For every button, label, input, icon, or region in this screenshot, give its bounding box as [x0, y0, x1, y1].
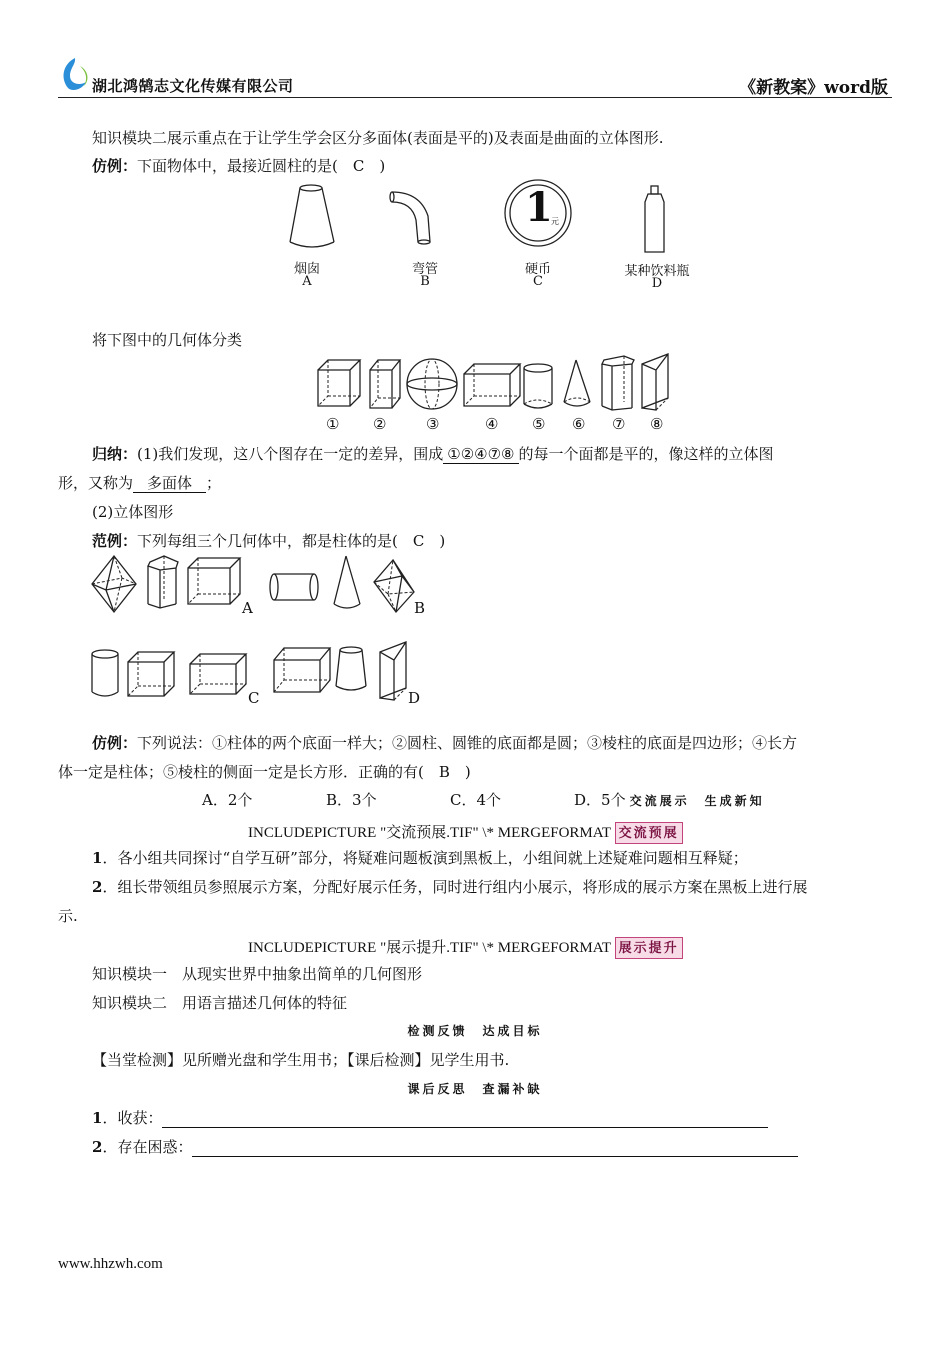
- summary-text-b: 的每一个面都是平的，像这样的立体图: [518, 445, 774, 463]
- summary-text-a: (1)我们发现，这八个图存在一定的差异，围成: [137, 445, 444, 463]
- summary-label: 归纳：: [92, 445, 138, 463]
- exchange-field: [248, 822, 683, 844]
- display-module2: 知识模块二 用语言描述几何体的特征: [92, 994, 348, 1012]
- solids-row: [312, 350, 672, 416]
- example3-line2: 体一定是柱体；⑤棱柱的侧面一定是长方形．正确的有( B ): [58, 763, 471, 781]
- group-label-a: A: [242, 599, 253, 617]
- solid-number-3: ③: [426, 415, 440, 433]
- bottle-figure: [640, 184, 670, 256]
- exchange-item2: [92, 877, 807, 897]
- reflect-item1-num: 1: [92, 1109, 103, 1127]
- solid-number-1: ①: [326, 415, 340, 433]
- classify-prompt: 将下图中的几何体分类: [92, 331, 243, 349]
- reflect-item1: [92, 1108, 768, 1128]
- example1-question: 下面物体中，最接近圆柱的是( C ): [137, 157, 386, 175]
- example3-option-d-text: D．5个: [574, 791, 626, 809]
- bent-pipe-figure: [388, 186, 448, 248]
- reflect-gains-blank: [162, 1113, 768, 1128]
- example2-label: 范例：: [92, 532, 138, 550]
- exchange-item2-num: 2: [92, 878, 103, 896]
- section-title-exchange: 交流展示 生成新知: [629, 794, 765, 808]
- solid-number-8: ⑧: [650, 415, 664, 433]
- footer-url[interactable]: www.hhzwh.com: [58, 1256, 163, 1272]
- company-logo-icon: [58, 56, 92, 92]
- section-title-check: 检测反馈 达成目标: [407, 1024, 543, 1038]
- solid-number-6: ⑥: [572, 415, 586, 433]
- reflect-item2-num: 2: [92, 1138, 103, 1156]
- display-stamp: 展示提升: [615, 937, 683, 959]
- example3-option-b: B．3个: [326, 791, 377, 809]
- summary-part2: (2)立体图形: [92, 503, 174, 521]
- solid-number-4: ④: [485, 415, 499, 433]
- coin-unit: 元: [551, 217, 559, 226]
- exchange-item2-text: ．组长带领组员参照展示方案，分配好展示任务，同时进行组内小展示，将形成的展示方案在黑板上进行展: [102, 878, 808, 896]
- chimney-figure: [282, 180, 342, 250]
- reflect-item2-text: ．存在困惑：: [102, 1138, 193, 1156]
- group-label-c: C: [248, 689, 260, 707]
- exchange-item1: [92, 848, 748, 868]
- display-field-code: INCLUDEPICTURE "展示提升.TIF" \* MERGEFORMAT: [248, 940, 611, 956]
- exchange-stamp: 交流预展: [615, 822, 683, 844]
- example3-line1: [92, 733, 797, 753]
- example3-option-c: C．4个: [450, 791, 502, 809]
- summary-line1: [92, 444, 774, 464]
- example3-option-a: A．2个: [202, 791, 253, 809]
- display-module1: 知识模块一 从现实世界中抽象出简单的几何图形: [92, 965, 423, 983]
- section-title-reflect: 课后反思 查漏补缺: [407, 1082, 543, 1096]
- example2: [92, 531, 445, 551]
- item-a-name: 烟囱: [293, 262, 320, 277]
- item-a-letter: A: [302, 274, 312, 289]
- example3-text1: 下列说法：①柱体的两个底面一样大；②圆柱、圆锥的底面都是圆；③棱柱的底面是四边形；④长方: [137, 734, 798, 752]
- reflect-item2: [92, 1137, 798, 1157]
- exchange-item1-num: 1: [92, 849, 103, 867]
- example1-label: 仿例：: [92, 157, 138, 175]
- groups-ab-figures: [88, 552, 428, 614]
- example1: [92, 156, 385, 176]
- reflect-item1-text: ．收获：: [102, 1109, 163, 1127]
- solid-number-2: ②: [373, 415, 387, 433]
- example2-question: 下列每组三个几何体中，都是柱体的是( C ): [137, 532, 446, 550]
- item-d-letter: D: [651, 276, 663, 291]
- company-name: 湖北鸿鹄志文化传媒有限公司: [92, 77, 294, 95]
- intro-text: 知识模块二展示重点在于让学生学会区分多面体(表面是平的)及表面是曲面的立体图形.: [92, 129, 664, 147]
- group-label-b: B: [414, 599, 426, 617]
- item-b-letter: B: [420, 274, 430, 289]
- display-field: [248, 937, 683, 959]
- item-c-name: 硬币: [524, 262, 551, 277]
- reflect-confusion-blank: [192, 1142, 798, 1157]
- exchange-item2-cont: 示.: [58, 907, 78, 925]
- summary-blank1: ①②④⑦⑧: [443, 445, 518, 464]
- item-d-name: 某种饮料瓶: [624, 264, 690, 279]
- group-label-d: D: [408, 689, 421, 707]
- header-divider: [58, 97, 892, 98]
- summary-text-d: ；: [206, 474, 222, 492]
- coin-number: 1: [525, 184, 553, 231]
- item-b-name: 弯管: [411, 262, 438, 277]
- exchange-field-code: INCLUDEPICTURE "交流预展.TIF" \* MERGEFORMAT: [248, 825, 611, 841]
- summary-line2: [58, 473, 221, 493]
- summary-blank2: 多面体: [133, 474, 206, 493]
- exchange-item1-text: ．各小组共同探讨“自学互研”部分，将疑难问题板演到黑板上，小组间就上述疑难问题相互释疑；: [102, 849, 748, 867]
- check-text: 【当堂检测】见所赠光盘和学生用书；【课后检测】见学生用书.: [92, 1051, 510, 1069]
- summary-text-c: 形，又称为: [58, 474, 134, 492]
- example3-option-d: [574, 790, 765, 811]
- example3-label: 仿例：: [92, 734, 138, 752]
- item-c-letter: C: [533, 274, 543, 289]
- brand-title: 《新教案》word版: [739, 78, 888, 98]
- solid-number-7: ⑦: [612, 415, 626, 433]
- solid-number-5: ⑤: [532, 415, 546, 433]
